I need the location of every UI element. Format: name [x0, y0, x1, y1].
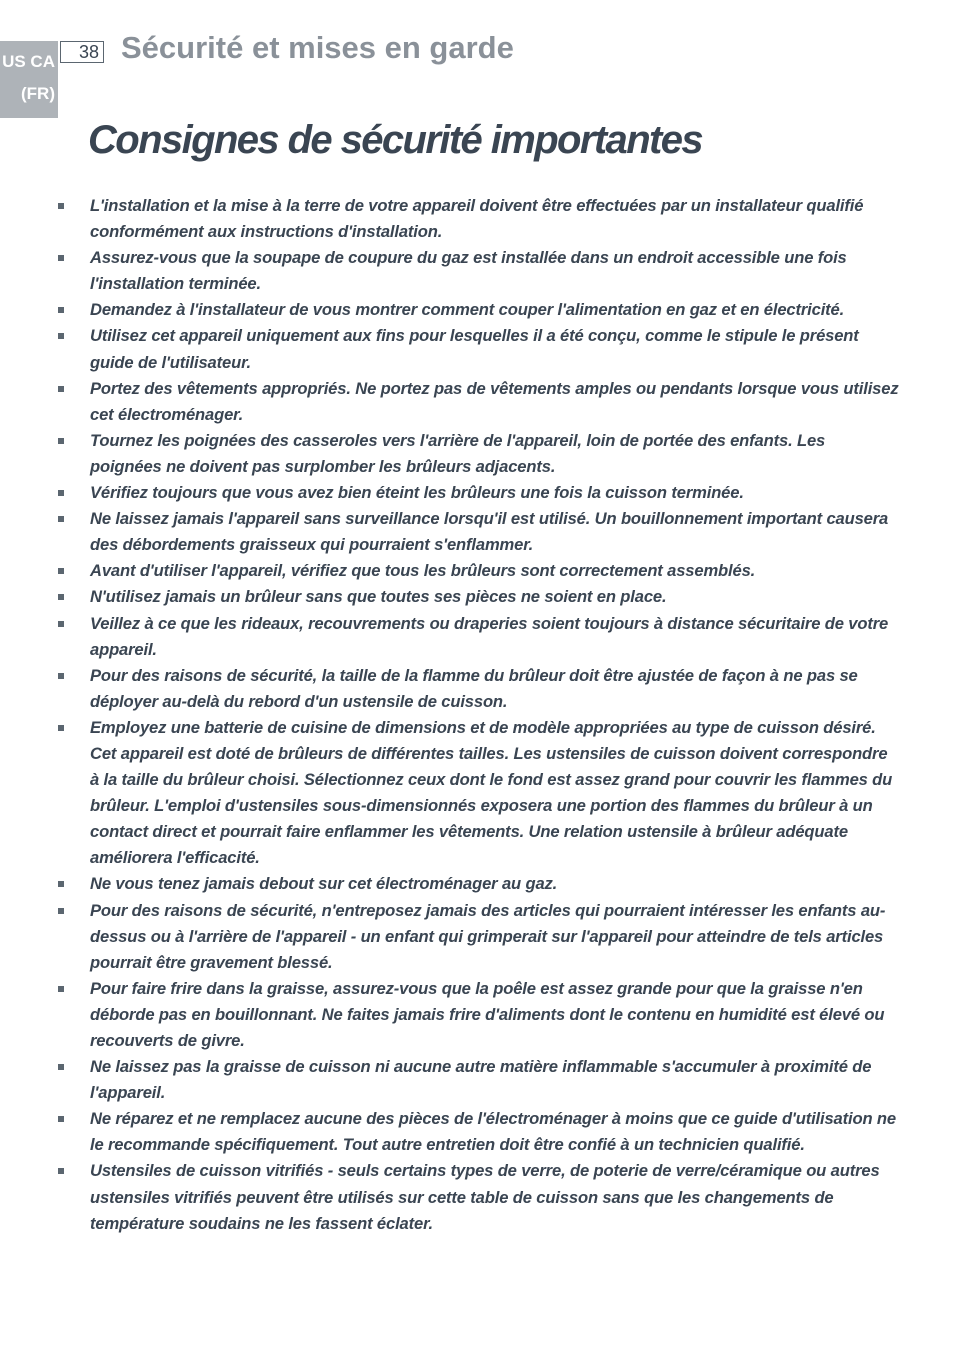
page-title: Consignes de sécurité importantes [88, 118, 703, 162]
list-item [58, 1158, 900, 1236]
square-bullet-icon [58, 568, 64, 574]
list-item-text: Pour des raisons de sécurité, la taille de la flamme du brûleur doit être ajustée de façon à ne pas se déployer au-delà du rebord d'un ustensile de cuisson. [90, 665, 858, 711]
section-title: Sécurité et mises en garde [121, 30, 514, 65]
list-item-text: Pour des raisons de sécurité, n'entreposez jamais des articles qui pourraient intéresser les enfants au-dessus ou à l'arrière de l'appareil - un enfant qui grimperait sur l'appareil pour atteindre de tels articles pourrait être gravement blessé. [90, 900, 886, 972]
list-item-text: Portez des vêtements appropriés. Ne portez pas de vêtements amples ou pendants lorsque vous utilisez cet électroménager. [90, 378, 899, 424]
square-bullet-icon [58, 438, 64, 444]
list-item [58, 506, 900, 558]
square-bullet-icon [58, 986, 64, 992]
list-item [58, 871, 900, 897]
square-bullet-icon [58, 594, 64, 600]
list-item [58, 663, 900, 715]
square-bullet-icon [58, 386, 64, 392]
list-item [58, 480, 900, 506]
list-item-text: Ustensiles de cuisson vitrifiés - seuls certains types de verre, de poterie de verre/céramique ou autres ustensiles vitrifiés peuvent être utilisés sur cette table de cuisson sans que les changements de température soudains ne les fassent éclater. [90, 1161, 880, 1233]
list-item [58, 976, 900, 1054]
page-number: 38 [60, 41, 104, 63]
list-item [58, 1106, 900, 1158]
list-item-text: Pour faire frire dans la graisse, assurez-vous que la poêle est assez grande pour que la graisse n'en déborde pas en bouillonnant. Ne faites jamais frire d'aliments dont le contenu en humidité est élevé ou recouverts de givre. [90, 978, 885, 1050]
square-bullet-icon [58, 1168, 64, 1174]
square-bullet-icon [58, 255, 64, 261]
region-label-country: US CA [2, 52, 55, 71]
list-item [58, 558, 900, 584]
safety-instructions-list [58, 193, 900, 1237]
square-bullet-icon [58, 516, 64, 522]
square-bullet-icon [58, 908, 64, 914]
square-bullet-icon [58, 1064, 64, 1070]
list-item-text: Vérifiez toujours que vous avez bien éteint les brûleurs une fois la cuisson terminée. [90, 483, 744, 503]
square-bullet-icon [58, 333, 64, 339]
list-item-text: N'utilisez jamais un brûleur sans que toutes ses pièces ne soient en place. [90, 587, 667, 607]
list-item [58, 297, 900, 323]
square-bullet-icon [58, 881, 64, 887]
list-item-text: Veillez à ce que les rideaux, recouvrements ou draperies soient toujours à distance sécuritaire de votre appareil. [90, 613, 889, 659]
list-item [58, 245, 900, 297]
list-item [58, 715, 900, 872]
list-item-text: Assurez-vous que la soupape de coupure du gaz est installée dans un endroit accessible une fois l'installation terminée. [90, 248, 847, 294]
list-item [58, 428, 900, 480]
list-item-text: Utilisez cet appareil uniquement aux fins pour lesquelles il a été conçu, comme le stipule le présent guide de l'utilisateur. [90, 326, 859, 372]
list-item-text: Employez une batterie de cuisine de dimensions et de modèle appropriées au type de cuisson désiré. Cet appareil est doté de brûleurs de différentes tailles. Les ustensiles de cuisson doivent correspondre à la taille du brûleur choisi. Sélectionnez ceux dont le fond est assez grand pour couvrir les flammes du brûleur. L'emploi d'ustensiles sous-dimensionnés exposera une portion des flammes du brûleur à un contact direct et pourrait faire enflammer les vêtements. Une relation ustensile à brûleur adéquate améliorera l'efficacité. [90, 717, 893, 868]
square-bullet-icon [58, 203, 64, 209]
square-bullet-icon [58, 673, 64, 679]
square-bullet-icon [58, 725, 64, 731]
list-item [58, 193, 900, 245]
list-item-text: Ne vous tenez jamais debout sur cet électroménager au gaz. [90, 874, 558, 894]
list-item-text: L'installation et la mise à la terre de votre appareil doivent être effectuées par un installateur qualifié conformément aux instructions d'installation. [90, 196, 864, 242]
list-item [58, 898, 900, 976]
list-item-text: Ne laissez jamais l'appareil sans surveillance lorsqu'il est utilisé. Un bouillonnement important causera des débordements graisseux qui pourraient s'enflammer. [90, 509, 889, 555]
list-item-text: Ne réparez et ne remplacez aucune des pièces de l'électroménager à moins que ce guide d'utilisation ne le recommande spécifiquement. Tout autre entretien doit être confié à un technicien qualifié. [90, 1109, 896, 1155]
square-bullet-icon [58, 621, 64, 627]
region-label-language: (FR) [21, 84, 55, 103]
list-item-text: Avant d'utiliser l'appareil, vérifiez que tous les brûleurs sont correctement assemblés. [90, 561, 756, 581]
square-bullet-icon [58, 307, 64, 313]
list-item [58, 1054, 900, 1106]
list-item-text: Demandez à l'installateur de vous montrer comment couper l'alimentation en gaz et en électricité. [90, 300, 845, 320]
square-bullet-icon [58, 1116, 64, 1122]
list-item [58, 611, 900, 663]
list-item-text: Ne laissez pas la graisse de cuisson ni aucune autre matière inflammable s'accumuler à proximité de l'appareil. [90, 1057, 872, 1103]
square-bullet-icon [58, 490, 64, 496]
list-item [58, 584, 900, 610]
region-tab [0, 41, 58, 118]
list-item-text: Tournez les poignées des casseroles vers l'arrière de l'appareil, loin de portée des enfants. Les poignées ne doivent pas surplomber les brûleurs adjacents. [90, 430, 826, 476]
list-item [58, 323, 900, 375]
list-item [58, 376, 900, 428]
